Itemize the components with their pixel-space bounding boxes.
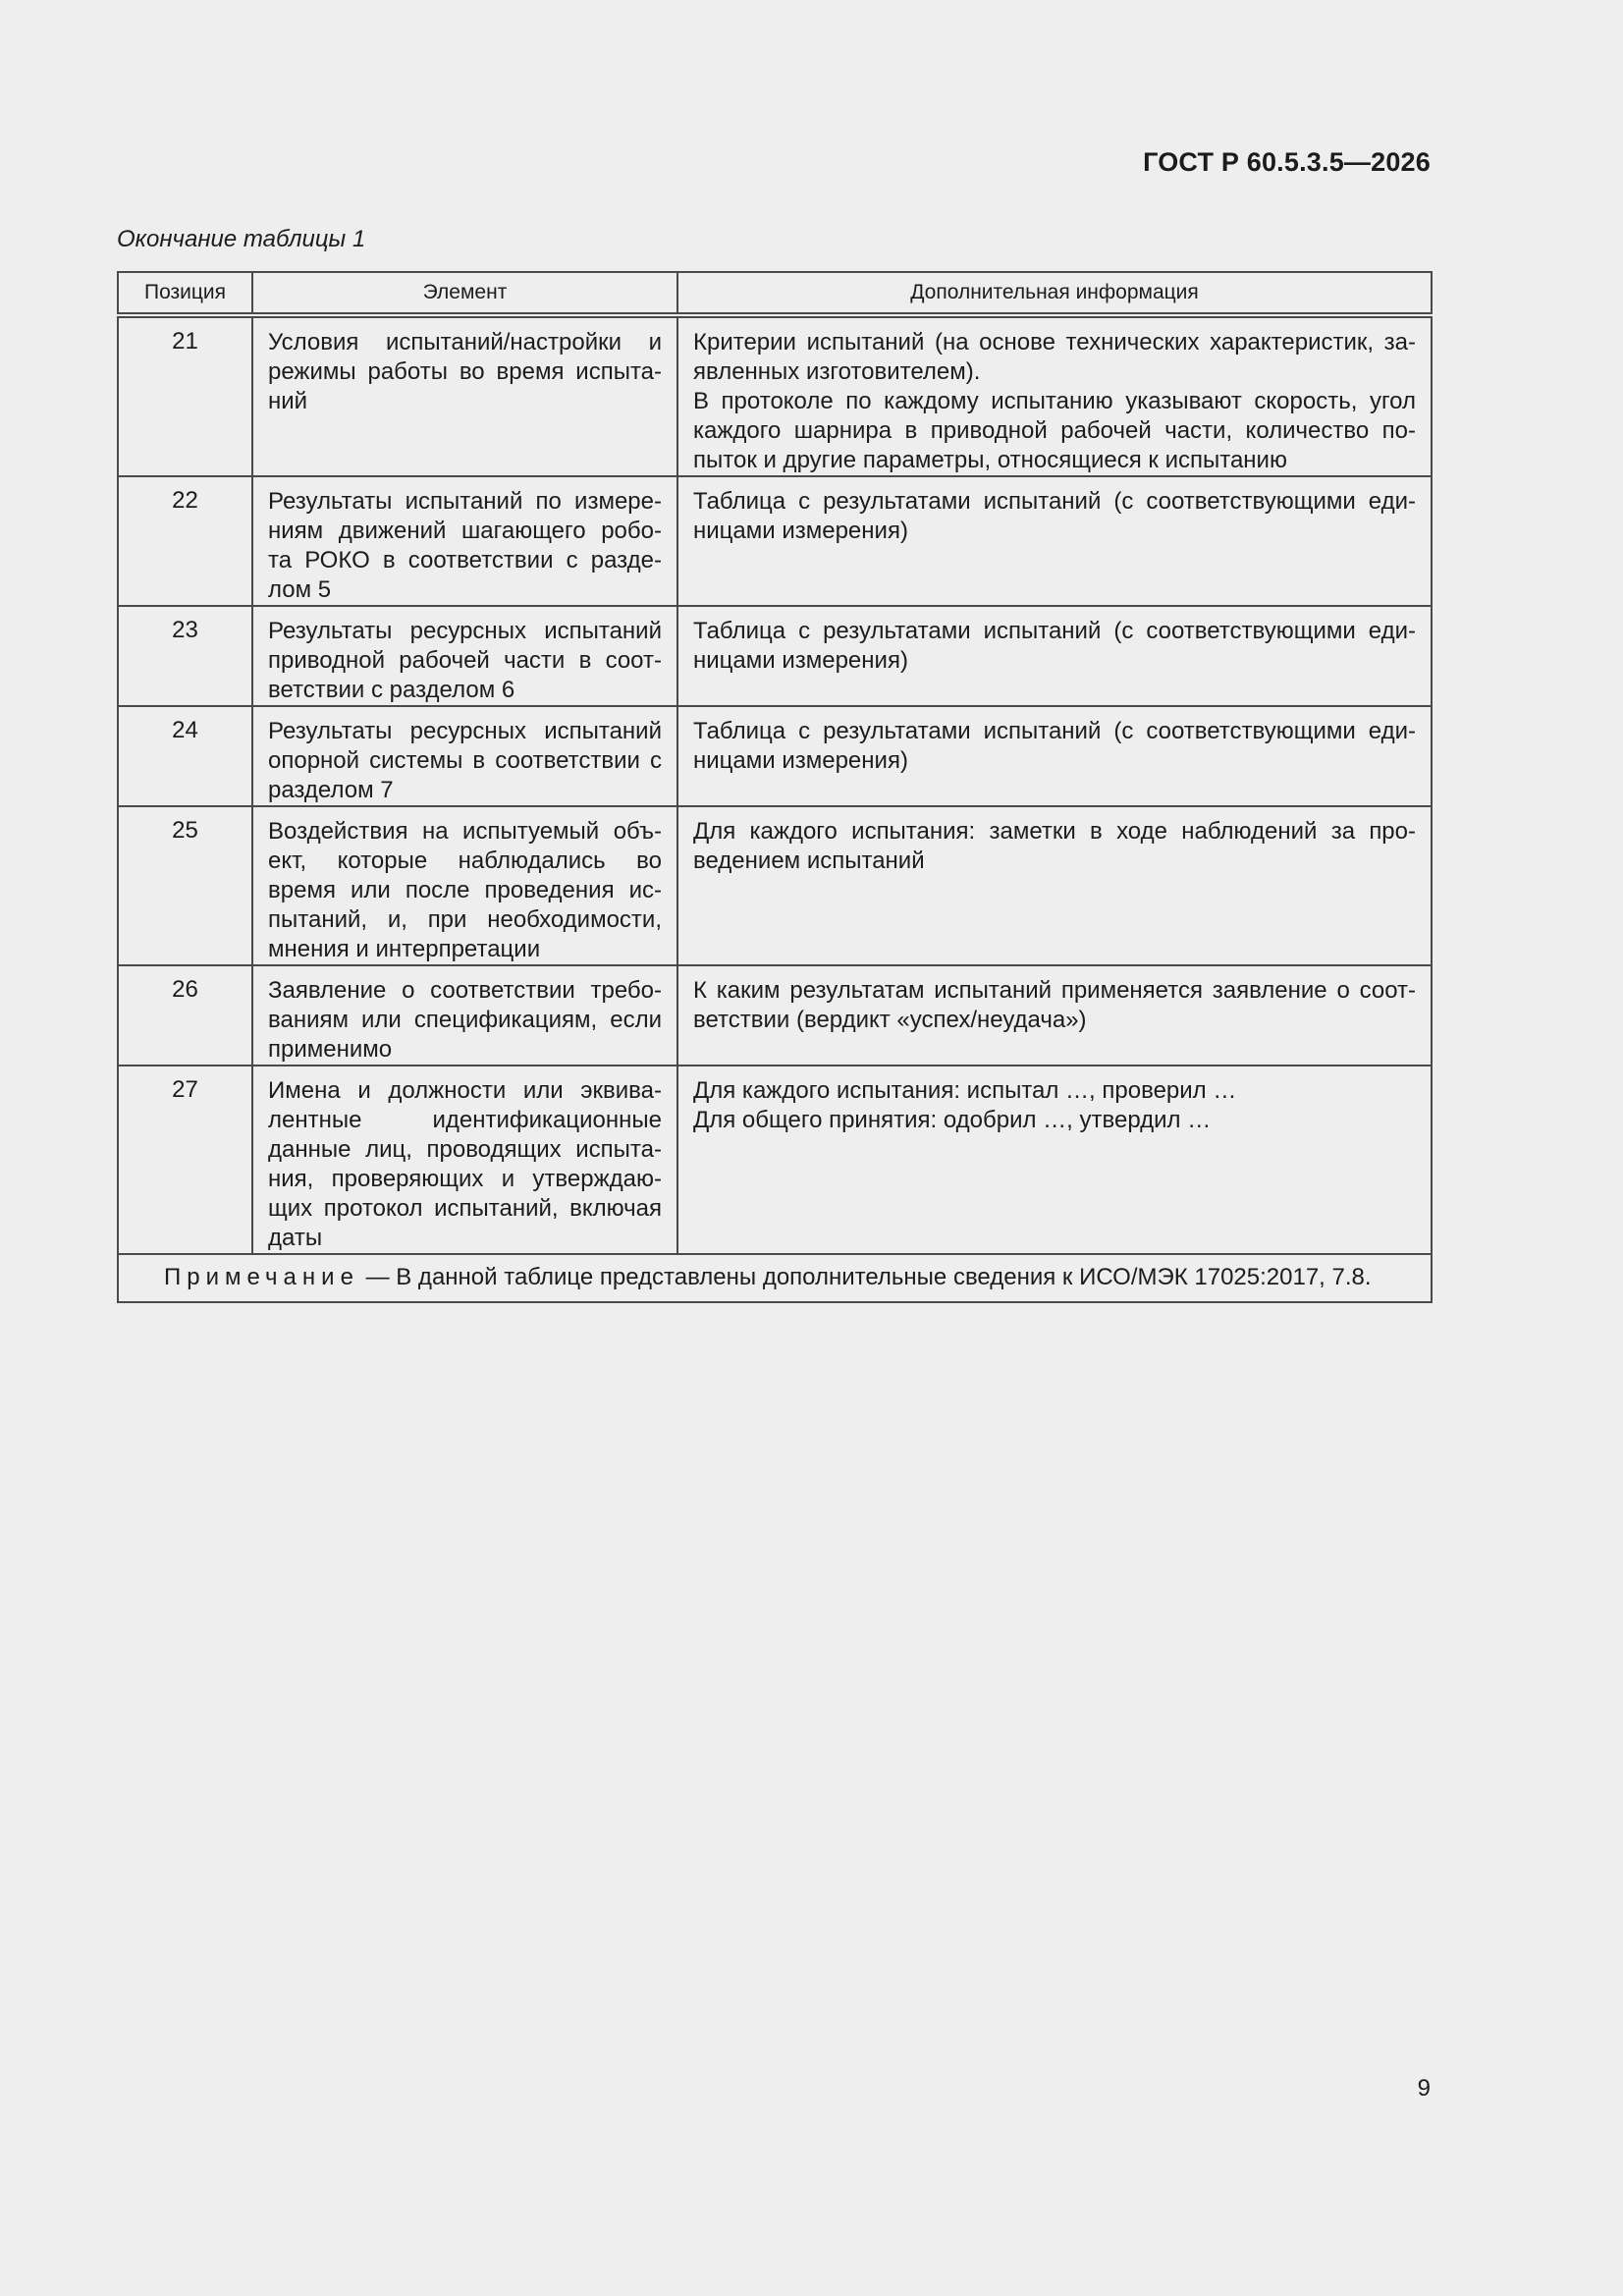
text-line: ведением испытаний	[693, 847, 925, 874]
note-label: Примечание	[164, 1264, 359, 1290]
document-code: ГОСТ Р 60.5.3.5—2026	[1143, 147, 1431, 177]
cell-position: 22	[118, 476, 252, 606]
column-header-element: Элемент	[252, 272, 677, 315]
text-line: даты	[268, 1225, 323, 1251]
text-line: Результаты испытаний по измере-	[268, 488, 662, 515]
table-caption: Окончание таблицы 1	[117, 226, 366, 252]
cell-info	[677, 476, 1432, 606]
text-line: Имена и должности или эквива-	[268, 1077, 662, 1104]
cell-info	[677, 315, 1432, 476]
text-line: приводной рабочей части в соот-	[268, 647, 662, 674]
text-line: время или после проведения ис-	[268, 877, 662, 903]
text-line: Для каждого испытания: испытал …, проверил …	[693, 1077, 1237, 1104]
text-line: щих протокол испытаний, включая	[268, 1195, 662, 1222]
table-body	[118, 315, 1432, 1254]
text-line: В протоколе по каждому испытанию указывают скорость, угол	[693, 388, 1416, 414]
cell-element	[252, 806, 677, 965]
cell-element	[252, 965, 677, 1066]
cell-element	[252, 1066, 677, 1254]
text-line: данные лиц, проводящих испыта-	[268, 1136, 662, 1163]
table-row	[118, 315, 1432, 476]
text-line: пыток и другие параметры, относящиеся к испытанию	[693, 447, 1287, 473]
cell-element	[252, 706, 677, 806]
cell-position: 26	[118, 965, 252, 1066]
note-row	[118, 1254, 1432, 1302]
text-line: Воздействия на испытуемый объ-	[268, 818, 662, 845]
table-row	[118, 476, 1432, 606]
text-line: Для каждого испытания: заметки в ходе наблюдений за про-	[693, 818, 1416, 845]
text-line: ницами измерения)	[693, 647, 908, 674]
cell-info	[677, 965, 1432, 1066]
cell-info	[677, 806, 1432, 965]
text-line: пытаний, и, при необходимости,	[268, 906, 662, 933]
text-line: ницами измерения)	[693, 518, 908, 544]
text-line: ний	[268, 388, 308, 414]
text-line: ницами измерения)	[693, 747, 908, 774]
requirements-table	[117, 271, 1433, 1303]
table-row	[118, 606, 1432, 706]
table-row	[118, 965, 1432, 1066]
column-header-position: Позиция	[118, 272, 252, 315]
text-line: Критерии испытаний (на основе технических характеристик, за-	[693, 329, 1416, 355]
text-line: каждого шарнира в приводной рабочей части, количество по-	[693, 417, 1416, 444]
table-note	[118, 1254, 1432, 1302]
text-line: ект, которые наблюдались во	[268, 847, 662, 874]
text-line: ния, проверяющих и утверждаю-	[268, 1166, 662, 1192]
text-line: режимы работы во время испыта-	[268, 358, 662, 385]
table-row	[118, 1066, 1432, 1254]
cell-info	[677, 606, 1432, 706]
cell-position: 25	[118, 806, 252, 965]
cell-element	[252, 315, 677, 476]
text-line: Результаты ресурсных испытаний	[268, 718, 662, 744]
note-text: — В данной таблице представлены дополнительные сведения к ИСО/МЭК 17025:2017, 7.8.	[358, 1264, 1372, 1290]
text-line: мнения и интерпретации	[268, 936, 541, 962]
column-header-info: Дополнительная информация	[677, 272, 1432, 315]
text-line: опорной системы в соответствии с	[268, 747, 662, 774]
text-line: ветствии с разделом 6	[268, 677, 515, 703]
text-line: разделом 7	[268, 777, 394, 803]
cell-element	[252, 476, 677, 606]
page-number: 9	[1417, 2075, 1431, 2102]
text-line: Заявление о соответствии требо-	[268, 977, 662, 1004]
text-line: Таблица с результатами испытаний (с соответствующими еди-	[693, 488, 1416, 515]
text-line: Для общего принятия: одобрил …, утвердил …	[693, 1107, 1212, 1133]
text-line: Таблица с результатами испытаний (с соответствующими еди-	[693, 718, 1416, 744]
text-line: та РОКО в соответствии с разде-	[268, 547, 662, 574]
text-line: ветствии (вердикт «успех/неудача»)	[693, 1007, 1087, 1033]
table-row	[118, 806, 1432, 965]
text-line: применимо	[268, 1036, 393, 1063]
text-line: явленных изготовителем).	[693, 358, 981, 385]
text-line: ниям движений шагающего робо-	[268, 518, 662, 544]
text-line: Результаты ресурсных испытаний	[268, 618, 662, 644]
cell-info	[677, 706, 1432, 806]
text-line: ваниям или спецификациям, если	[268, 1007, 662, 1033]
cell-element	[252, 606, 677, 706]
table-row	[118, 706, 1432, 806]
cell-position: 23	[118, 606, 252, 706]
cell-position: 24	[118, 706, 252, 806]
text-line: К каким результатам испытаний применяется заявление о соот-	[693, 977, 1416, 1004]
table-header-row	[118, 272, 1432, 315]
cell-info	[677, 1066, 1432, 1254]
text-line: лентные идентификационные	[268, 1107, 662, 1133]
cell-position: 21	[118, 315, 252, 476]
text-line: лом 5	[268, 576, 332, 603]
text-line: Таблица с результатами испытаний (с соответствующими еди-	[693, 618, 1416, 644]
cell-position: 27	[118, 1066, 252, 1254]
text-line: Условия испытаний/настройки и	[268, 329, 662, 355]
